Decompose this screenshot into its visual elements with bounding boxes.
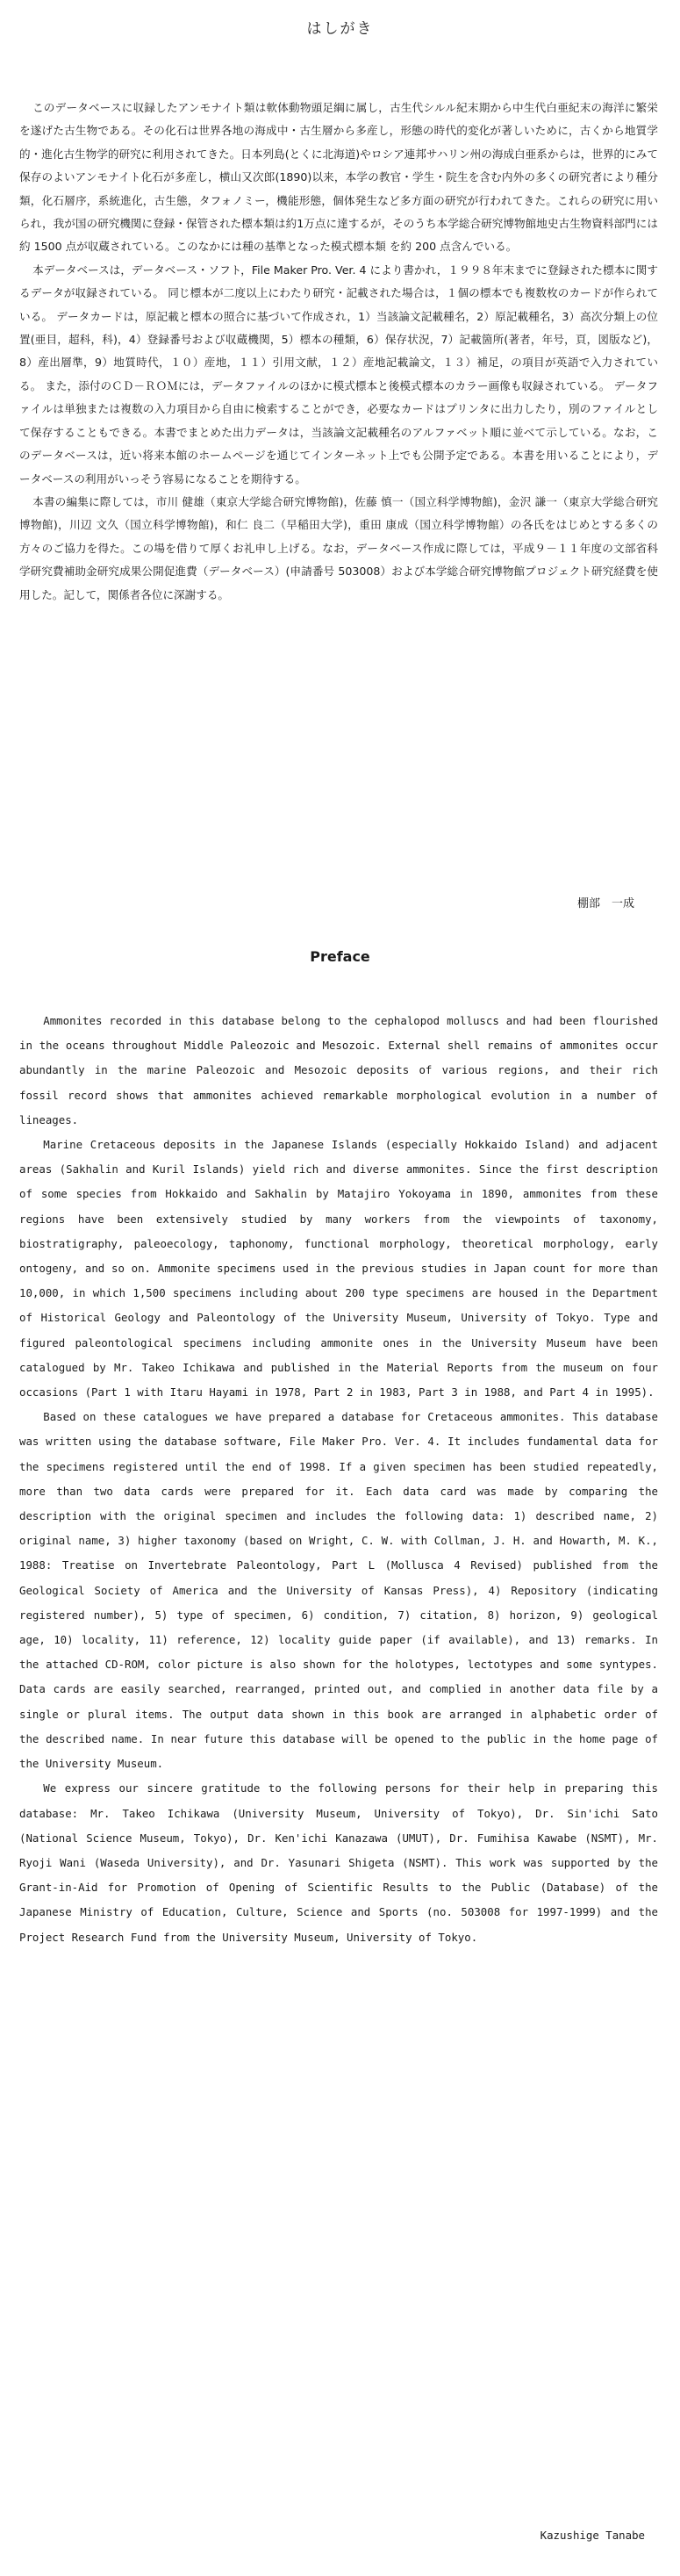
japanese-paragraph-1: このデータベースに収録したアンモナイト類は軟体動物頭足綱に属し，古生代シルル紀末期から中生代白亜紀末の海洋に繁栄を遂げた古生物である。その化石は世界各地の海成中・古生層から多産し，形態の時代的変化が著しいために，古くから地質学的・進化古生物学的研究に利用されてきた。日本列島(とくに北海道)やロシア連邦サハリン州の海成白亜系からは，世界的にみて保存のよいアンモナイト化石が多産し，横山又次郎(1890)以来，本学の教官・学生・院生を含む内外の多くの研究者により種分類，化石層序，系統進化，古生態，タフォノミー，機能形態，個体発生など多方面の研究が行われてきた。これらの研究に用いられ，我が国の研究機関に登録・保管された標本類は約1万点に達するが，そのうち本学総合研究博物館地史古生物資料部門には約 1500 点が収蔵されている。このなかには種の基準となった模式標本類 を約 200 点含んでいる。	[19, 101, 658, 254]
english-signature: Kazushige Tanabe	[540, 2529, 645, 2542]
english-paragraph-3: Based on these catalogues we have prepared a database for Cretaceous ammonites. This database was written using the database software, File Maker Pro. Ver. 4. It includes fundamental data for the specimens registered until the end of 1998. If a given specimen has been studied repeatedly, more than two data cards were prepared for it. Each data card was made by comparing the description with the original specimen and includes the following data: 1) described name, 2) original name, 3) higher taxonomy (based on Wright, C. W. with Collman, J. H. and Howarth, M. K., 1988: Treatise on Invertebrate Paleontology, Part L (Mollusca 4 Revised) published from the Geological Society of America and the University of Kansas Press), 4) Repository (indicating registered number), 5) type of specimen, 6) condition, 7) citation, 8) horizon, 9) geological age, 10) locality, 11) reference, 12) locality guide paper (if available), and 13) remarks. In the attached CD-ROM, color picture is also shown for the holotypes, lectotypes and some syntypes. Data cards are easily searched, rearranged, printed out, and complied in another data file by a single or plural items. The output data shown in this book are arranged in alphabetic order of the described name. In near future this database will be opened to the public in the home page of the University Museum.	[19, 1410, 658, 1771]
english-paragraph-2: Marine Cretaceous deposits in the Japanese Islands (especially Hokkaido Island) and adjacent areas (Sakhalin and Kuril Islands) yield rich and diverse ammonites. Since the first description of some species from Hokkaido and Sakhalin by Matajiro Yokoyama in 1890, ammonites from these regions have been extensively studied by many workers from the viewpoints of taxonomy, biostratigraphy, paleoecology, taphonomy, functional morphology, theoretical morphology, early ontogeny, and so on. Ammonite specimens used in the previous studies in Japan count for more than 10,000, in which 1,500 specimens including about 200 type specimens are housed in the Department of Historical Geology and Paleontology of the University Museum, University of Tokyo. Type and figured paleontological specimens including ammonite ones in the University Museum have been catalogued by Mr. Takeo Ichikawa and published in the Material Reports from the museum on four occasions (Part 1 with Itaru Hayami in 1978, Part 2 in 1983, Part 3 in 1988, and Part 4 in 1995).	[19, 1138, 658, 1400]
japanese-title: はしがき	[306, 20, 374, 38]
english-paragraph-4: We express our sincere gratitude to the following persons for their help in preparing this database: Mr. Takeo Ichikawa (University Museum, University of Tokyo), Dr. Sin'ichi Sato (National Science Museum, Tokyo), Dr. Ken'ichi Kanazawa (UMUT), Dr. Fumihisa Kawabe (NSMT), Mr. Ryoji Wani (Waseda University), and Dr. Yasunari Shigeta (NSMT). This work was supported by the Grant-in-Aid for Promotion of Opening of Scientific Results to the Public (Database) of the Japanese Ministry of Education, Culture, Science and Sports (no. 503008 for 1997-1999) and the Project Research Fund from the University Museum, University of Tokyo.	[19, 1781, 658, 1944]
japanese-paragraph-2: 本データベースは，データベース・ソフト，File Maker Pro. Ver. 4 により書かれ，１９９８年末までに登録された標本に関するデータが収録されている。 同じ標本が二度以上にわたり研究・記載された場合は，１個の標本でも複数枚のカードが作られている。 データカードは，原記載と標本の照合に基づいて作成され，1）当該論文記載種名，2）原記載種名，3）高次分類上の位置(亜目，超科，科)，4）登録番号および収蔵機関，5）標本の種類，6）保存状況，7）記載箇所(著者，年号，頁，図版など)，8）産出層準，9）地質時代，１０）産地，１１）引用文献，１２）産地記載論文，１３）補足，の項目が英語で入力されている。 また，添付のＣＤ－ＲＯＭには，データファイルのほかに模式標本と後模式標本のカラー画像も収録されている。 データファイルは単独または複数の入力項目から自由に検索することができ，必要なカードはプリンタに出力したり，別のファイルとして保存することもできる。本書でまとめた出力データは，当該論文記載種名のアルファベット順に並べて示している。なお，このデータベースは，近い将来本館のホームページを通じてインターネット上でも公開予定である。本書を用いることにより，データベースの利用がいっそう容易になることを期待する。	[19, 263, 658, 486]
english-paragraph-1: Ammonites recorded in this database belong to the cephalopod molluscs and had been flourished in the oceans throughout Middle Paleozoic and Mesozoic. External shell remains of ammonites occur abundantly in the marine Paleozoic and Mesozoic deposits of various regions, and their rich fossil record shows that ammonites achieved remarkable morphological evolution in a number of lineages.	[19, 1014, 658, 1126]
japanese-signature: 棚部 一成	[576, 897, 634, 910]
english-body	[19, 1009, 658, 1950]
japanese-body	[19, 97, 658, 607]
japanese-paragraph-3: 本書の編集に際しては，市川 健雄（東京大学総合研究博物館)，佐藤 慎一（国立科学博物館)，金沢 謙一（東京大学総合研究博物館)，川辺 文久（国立科学博物館)，和仁 良二（早稲田大学)，重田 康成（国立科学博物館）の各氏をはじめとする多くの方々のご協力を得た。この場を借りて厚くお礼申し上げる。なお，データベース作成に際しては，平成９－１１年度の文部省科学研究費補助金研究成果公開促進費（データベース）(申請番号 503008）および本学総合研究博物館プロジェクト研究経費を使用した。記して，関係者各位に深謝する。	[19, 494, 658, 601]
english-title: Preface	[310, 948, 370, 965]
